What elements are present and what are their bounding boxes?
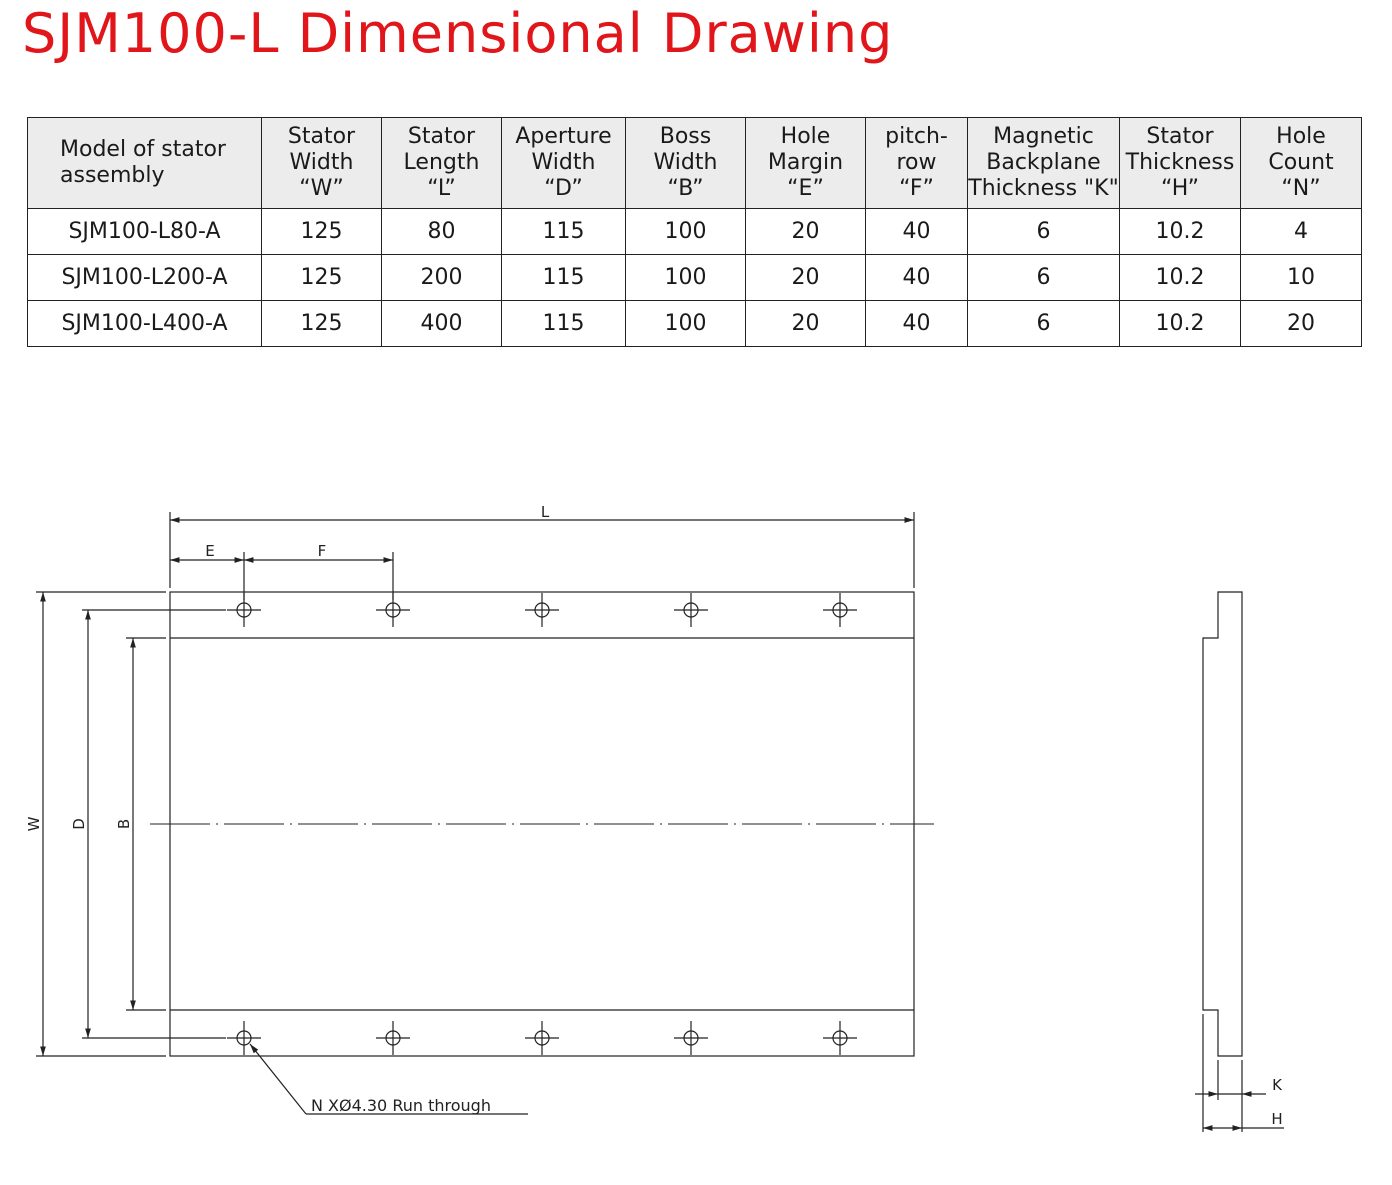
header-stator-width: Stator Width “W” xyxy=(262,118,382,209)
hole xyxy=(376,1021,410,1055)
cell: 400 xyxy=(382,301,502,347)
cell: 6 xyxy=(968,209,1120,255)
hole-note-leader xyxy=(250,1044,306,1114)
header-model: Model of stator assembly xyxy=(28,118,262,209)
page-title: SJM100-L Dimensional Drawing xyxy=(22,2,894,65)
cell-model: SJM100-L200-A xyxy=(28,255,262,301)
cell: 40 xyxy=(866,301,968,347)
hole xyxy=(823,593,857,627)
cell: 40 xyxy=(866,255,968,301)
cell: 115 xyxy=(502,255,626,301)
cell: 6 xyxy=(968,301,1120,347)
cell: 10.2 xyxy=(1120,209,1241,255)
label-B: B xyxy=(115,818,133,830)
header-backplane-thickness: Magnetic Backplane Thickness "K" xyxy=(968,118,1120,209)
cell: 20 xyxy=(1241,301,1362,347)
hole xyxy=(674,593,708,627)
header-boss-width: Boss Width “B” xyxy=(626,118,746,209)
cell: 10.2 xyxy=(1120,255,1241,301)
header-stator-thickness: Stator Thickness “H” xyxy=(1120,118,1241,209)
label-H: H xyxy=(1271,1110,1283,1128)
side-view-profile xyxy=(1203,592,1242,1056)
cell: 115 xyxy=(502,209,626,255)
label-F: F xyxy=(317,542,327,560)
cell-model: SJM100-L400-A xyxy=(28,301,262,347)
header-hole-count: Hole Count “N” xyxy=(1241,118,1362,209)
cell: 10 xyxy=(1241,255,1362,301)
cell: 200 xyxy=(382,255,502,301)
cell: 10.2 xyxy=(1120,301,1241,347)
cell: 125 xyxy=(262,255,382,301)
cell: 100 xyxy=(626,301,746,347)
hole-note: N XØ4.30 Run through xyxy=(311,1096,491,1115)
cell: 20 xyxy=(746,301,866,347)
hole xyxy=(525,1021,559,1055)
hole xyxy=(525,593,559,627)
label-K: K xyxy=(1272,1076,1282,1094)
label-W: W xyxy=(25,816,43,832)
cell: 100 xyxy=(626,255,746,301)
hole xyxy=(227,1021,261,1055)
header-aperture-width: Aperture Width “D” xyxy=(502,118,626,209)
cell: 20 xyxy=(746,209,866,255)
label-D: D xyxy=(70,818,88,830)
label-L: L xyxy=(540,503,550,521)
cell: 20 xyxy=(746,255,866,301)
cell-model: SJM100-L80-A xyxy=(28,209,262,255)
cell: 125 xyxy=(262,209,382,255)
hole xyxy=(376,593,410,627)
cell: 125 xyxy=(262,301,382,347)
hole xyxy=(227,593,261,627)
cell: 100 xyxy=(626,209,746,255)
cell: 6 xyxy=(968,255,1120,301)
hole xyxy=(823,1021,857,1055)
cell: 80 xyxy=(382,209,502,255)
cell: 4 xyxy=(1241,209,1362,255)
cell: 40 xyxy=(866,209,968,255)
header-pitch-row: pitch- row “F” xyxy=(866,118,968,209)
header-hole-margin: Hole Margin “E” xyxy=(746,118,866,209)
hole xyxy=(674,1021,708,1055)
header-stator-length: Stator Length “L” xyxy=(382,118,502,209)
cell: 115 xyxy=(502,301,626,347)
label-E: E xyxy=(205,542,215,560)
